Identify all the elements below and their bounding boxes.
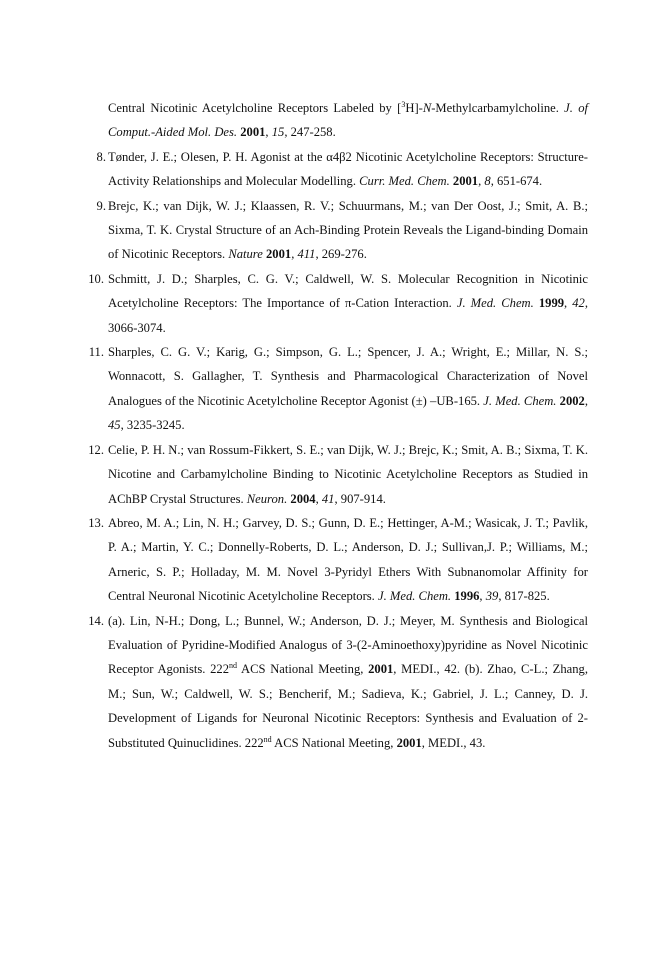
reference-number: 13. bbox=[88, 515, 104, 530]
reference-text: Abreo, M. A.; Lin, N. H.; Garvey, D. S.; Gunn, D. E.; Hettinger, A-M.; Wasicak, J. T.; Pavlik, P. A.; Martin, Y. C.; Donnelly-Roberts, D. L.; Anderson, D. J.; Sullivan,J. P.; Williams, M.; Arneric, S. P.; Holladay, M. M. Novel 3-Pyridyl Ethers With Subnanomolar Affinity for Central Neuronal Nicotinic Acetylcholine Receptors. J. Med. Chem. 1996, 39, 817-825. bbox=[108, 515, 588, 604]
reference-item bbox=[86, 609, 588, 755]
reference-item bbox=[86, 340, 588, 438]
reference-text: Schmitt, J. D.; Sharples, C. G. V.; Caldwell, W. S. Molecular Recognition in Nicotinic Acetylcholine Receptors: The Importance of π-Cation Interaction. J. Med. Chem. 1999, 42, 3066-3074. bbox=[108, 271, 588, 335]
reference-list bbox=[86, 96, 588, 755]
reference-number: 12. bbox=[88, 442, 104, 457]
reference-number: 10. bbox=[88, 271, 104, 286]
reference-item bbox=[86, 194, 588, 267]
reference-number: 11. bbox=[88, 345, 104, 360]
reference-item bbox=[86, 511, 588, 609]
reference-number: 9. bbox=[96, 198, 106, 213]
reference-number: 14. bbox=[88, 613, 104, 628]
reference-text: Sharples, C. G. V.; Karig, G.; Simpson, G. L.; Spencer, J. A.; Wright, E.; Millar, N. S.; Wonnacott, S. Gallagher, T. Synthesis and Pharmacological Characterization of Novel Analogues of the Nicotinic Acetylcholine Receptor Agonist (±) –UB-165. J. Med. Chem. 2002, 45, 3235-3245. bbox=[108, 345, 588, 433]
reference-text: Central Nicotinic Acetylcholine Receptors Labeled by [$^3$H]-N-Methylcarbamylcholine. J. of Comput.-Aided Mol. Des. 2001, 15, 247-258. bbox=[108, 100, 588, 140]
reference-item bbox=[86, 145, 588, 194]
reference-continuation bbox=[86, 96, 588, 145]
reference-item bbox=[86, 438, 588, 511]
reference-text: Celie, P. H. N.; van Rossum-Fikkert, S. E.; van Dijk, W. J.; Brejc, K.; Smit, A. B.; Sixma, T. K. Nicotine and Carbamylcholine Binding to Nicotinic Acetylcholine Receptors as Studied in AChBP Crystal Structures. Neuron. 2004, 41, 907-914. bbox=[108, 442, 588, 506]
reference-number: 8. bbox=[96, 149, 106, 164]
reference-text: Tønder, J. E.; Olesen, P. H. Agonist at the α4β2 Nicotinic Acetylcholine Receptors: Structure-Activity Relationships and Molecular Modelling. Curr. Med. Chem. 2001, 8, 651-674. bbox=[108, 149, 588, 189]
reference-text: (a). Lin, N-H.; Dong, L.; Bunnel, W.; Anderson, D. J.; Meyer, M. Synthesis and Biological Evaluation of Pyridine-Modified Analogus of 3-(2-Aminoethoxy)pyridine as Novel Nicotinic Receptor Agonists. 222nd ACS National Meeting, 2001, MEDI., 42. (b). Zhao, C-L.; Zhang, M.; Sun, W.; Caldwell, W. S.; Bencherif, M.; Sadieva, K.; Gabriel, J. L.; Canney, D. J. Development of Ligands for Neuronal Nicotinic Receptors: Synthesis and Evaluation of 2-Substituted Quinuclidines. 222nd ACS National Meeting, 2001, MEDI., 43. bbox=[108, 613, 588, 750]
reference-text: Brejc, K.; van Dijk, W. J.; Klaassen, R. V.; Schuurmans, M.; van Der Oost, J.; Smit, A. B.; Sixma, T. K. Crystal Structure of an Ach-Binding Protein Reveals the Ligand-binding Domain of Nicotinic Receptors. Nature 2001, 411, 269-276. bbox=[108, 198, 588, 262]
reference-item bbox=[86, 267, 588, 340]
